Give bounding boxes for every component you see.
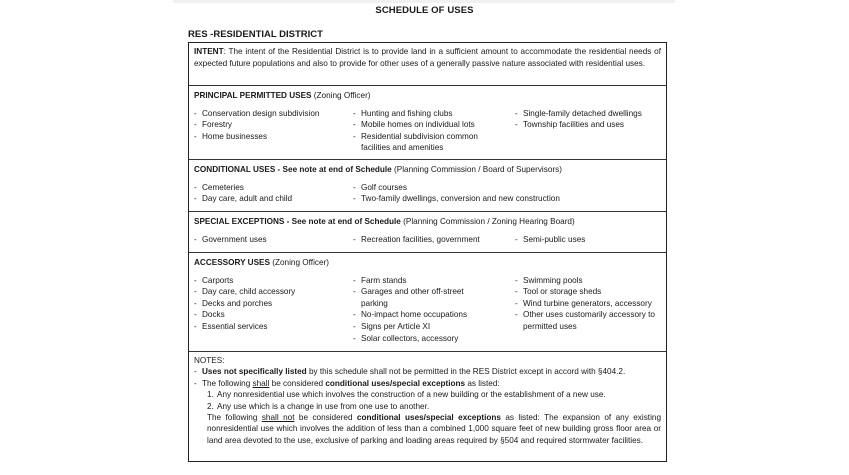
note-item-1: 1. Any nonresidential use which involves the construction of a new building or the establishment of a new use. bbox=[207, 390, 606, 400]
column-2 bbox=[353, 108, 478, 154]
list-item: - Mobile homes on individual lots bbox=[353, 119, 478, 131]
column-1 bbox=[194, 234, 267, 246]
list-item: - Wind turbine generators, accessory bbox=[515, 298, 655, 310]
list-item: - Township facilities and uses bbox=[515, 119, 642, 131]
list-item: - Other uses customarily accessory to bbox=[515, 309, 655, 321]
section-heading: PRINCIPAL PERMITTED USES (Zoning Officer) bbox=[194, 91, 371, 100]
list-item: - Home businesses bbox=[194, 131, 319, 143]
column-1 bbox=[194, 182, 292, 205]
column-2 bbox=[353, 275, 467, 345]
notes-heading: NOTES: bbox=[194, 356, 225, 365]
list-item: - Conservation design subdivision bbox=[194, 108, 319, 120]
list-item-continuation: parking bbox=[361, 298, 388, 308]
special-exceptions-section bbox=[189, 211, 666, 252]
list-item: - Recreation facilities, government bbox=[353, 234, 480, 246]
section-heading: SPECIAL EXCEPTIONS - See note at end of Schedule (Planning Commission / Zoning Hearing Board) bbox=[194, 217, 575, 226]
list-item: - No-impact home occupations bbox=[353, 309, 467, 321]
list-item: - Signs per Article XI bbox=[353, 321, 467, 333]
list-item: - Solar collectors, accessory bbox=[353, 333, 467, 345]
list-item: - Day care, adult and child bbox=[194, 193, 292, 205]
note-conditional: - The following shall be considered conditional uses/special exceptions as listed: bbox=[194, 378, 661, 389]
page-title: SCHEDULE OF USES bbox=[375, 5, 474, 16]
intent-text: INTENT: The intent of the Residential District is to provide land in a sufficient amount to accommodate the residential needs of expected future populations and also to provide for other uses of a generally passive nature associated with residential uses. bbox=[194, 47, 661, 68]
list-item: - Forestry bbox=[194, 119, 319, 131]
section-heading: CONDITIONAL USES - See note at end of Schedule (Planning Commission / Board of Supervisors) bbox=[194, 165, 562, 174]
list-item: - Residential subdivision common bbox=[353, 131, 478, 143]
list-item: - Docks bbox=[194, 309, 295, 321]
list-item: - Garages and other off-street bbox=[353, 286, 467, 298]
list-item: - Swimming pools bbox=[515, 275, 655, 287]
column-1 bbox=[194, 108, 319, 143]
list-item: - Cemeteries bbox=[194, 182, 292, 194]
note-unlisted-uses: - Uses not specifically listed by this schedule shall not be permitted in the RES District except in accord with §404.2. bbox=[194, 366, 661, 377]
list-item: - Semi-public uses bbox=[515, 234, 585, 246]
notes bbox=[194, 355, 661, 446]
list-item: - Farm stands bbox=[353, 275, 467, 287]
list-item: - Single-family detached dwellings bbox=[515, 108, 642, 120]
conditional-uses-section bbox=[189, 159, 666, 211]
list-item: - Golf courses bbox=[353, 182, 560, 194]
principal-permitted-section bbox=[189, 85, 666, 159]
list-item: - Two-family dwellings, conversion and new construction bbox=[353, 193, 560, 205]
list-item: - Tool or storage sheds bbox=[515, 286, 655, 298]
section-heading: ACCESSORY USES (Zoning Officer) bbox=[194, 258, 329, 267]
column-3 bbox=[515, 234, 585, 246]
list-item: - Carports bbox=[194, 275, 295, 287]
note-item-2: 2. Any use which is a change in use from one use to another. bbox=[207, 401, 430, 411]
note-exclusion-paragraph: The following shall not be considered conditional uses/special exceptions as listed: The expansion of any existing nonresidential use which involves the addition of less than a combined 1,000 square feet of new building gross floor area or land area devoted to the use, exclusive of parking and loading areas required by §504 and required stormwater facilities. bbox=[207, 413, 662, 445]
list-item: - Day care, child accessory bbox=[194, 286, 295, 298]
district-heading: RES -RESIDENTIAL DISTRICT bbox=[188, 29, 323, 40]
intent-section bbox=[189, 43, 666, 85]
notes-section bbox=[189, 351, 666, 461]
list-item: - Government uses bbox=[194, 234, 267, 246]
column-3 bbox=[515, 108, 642, 131]
column-1 bbox=[194, 275, 295, 333]
column-2 bbox=[353, 234, 480, 246]
list-item-continuation: permitted uses bbox=[523, 321, 577, 331]
list-item-continuation: facilities and amenities bbox=[361, 143, 444, 153]
column-2 bbox=[353, 182, 560, 205]
list-item: - Decks and porches bbox=[194, 298, 295, 310]
list-item: - Essential services bbox=[194, 321, 295, 333]
schedule-table bbox=[188, 42, 667, 462]
column-3 bbox=[515, 275, 655, 333]
intent-label: INTENT bbox=[194, 47, 224, 56]
page-top-edge bbox=[173, 0, 675, 3]
accessory-uses-section bbox=[189, 252, 666, 351]
list-item: - Hunting and fishing clubs bbox=[353, 108, 478, 120]
